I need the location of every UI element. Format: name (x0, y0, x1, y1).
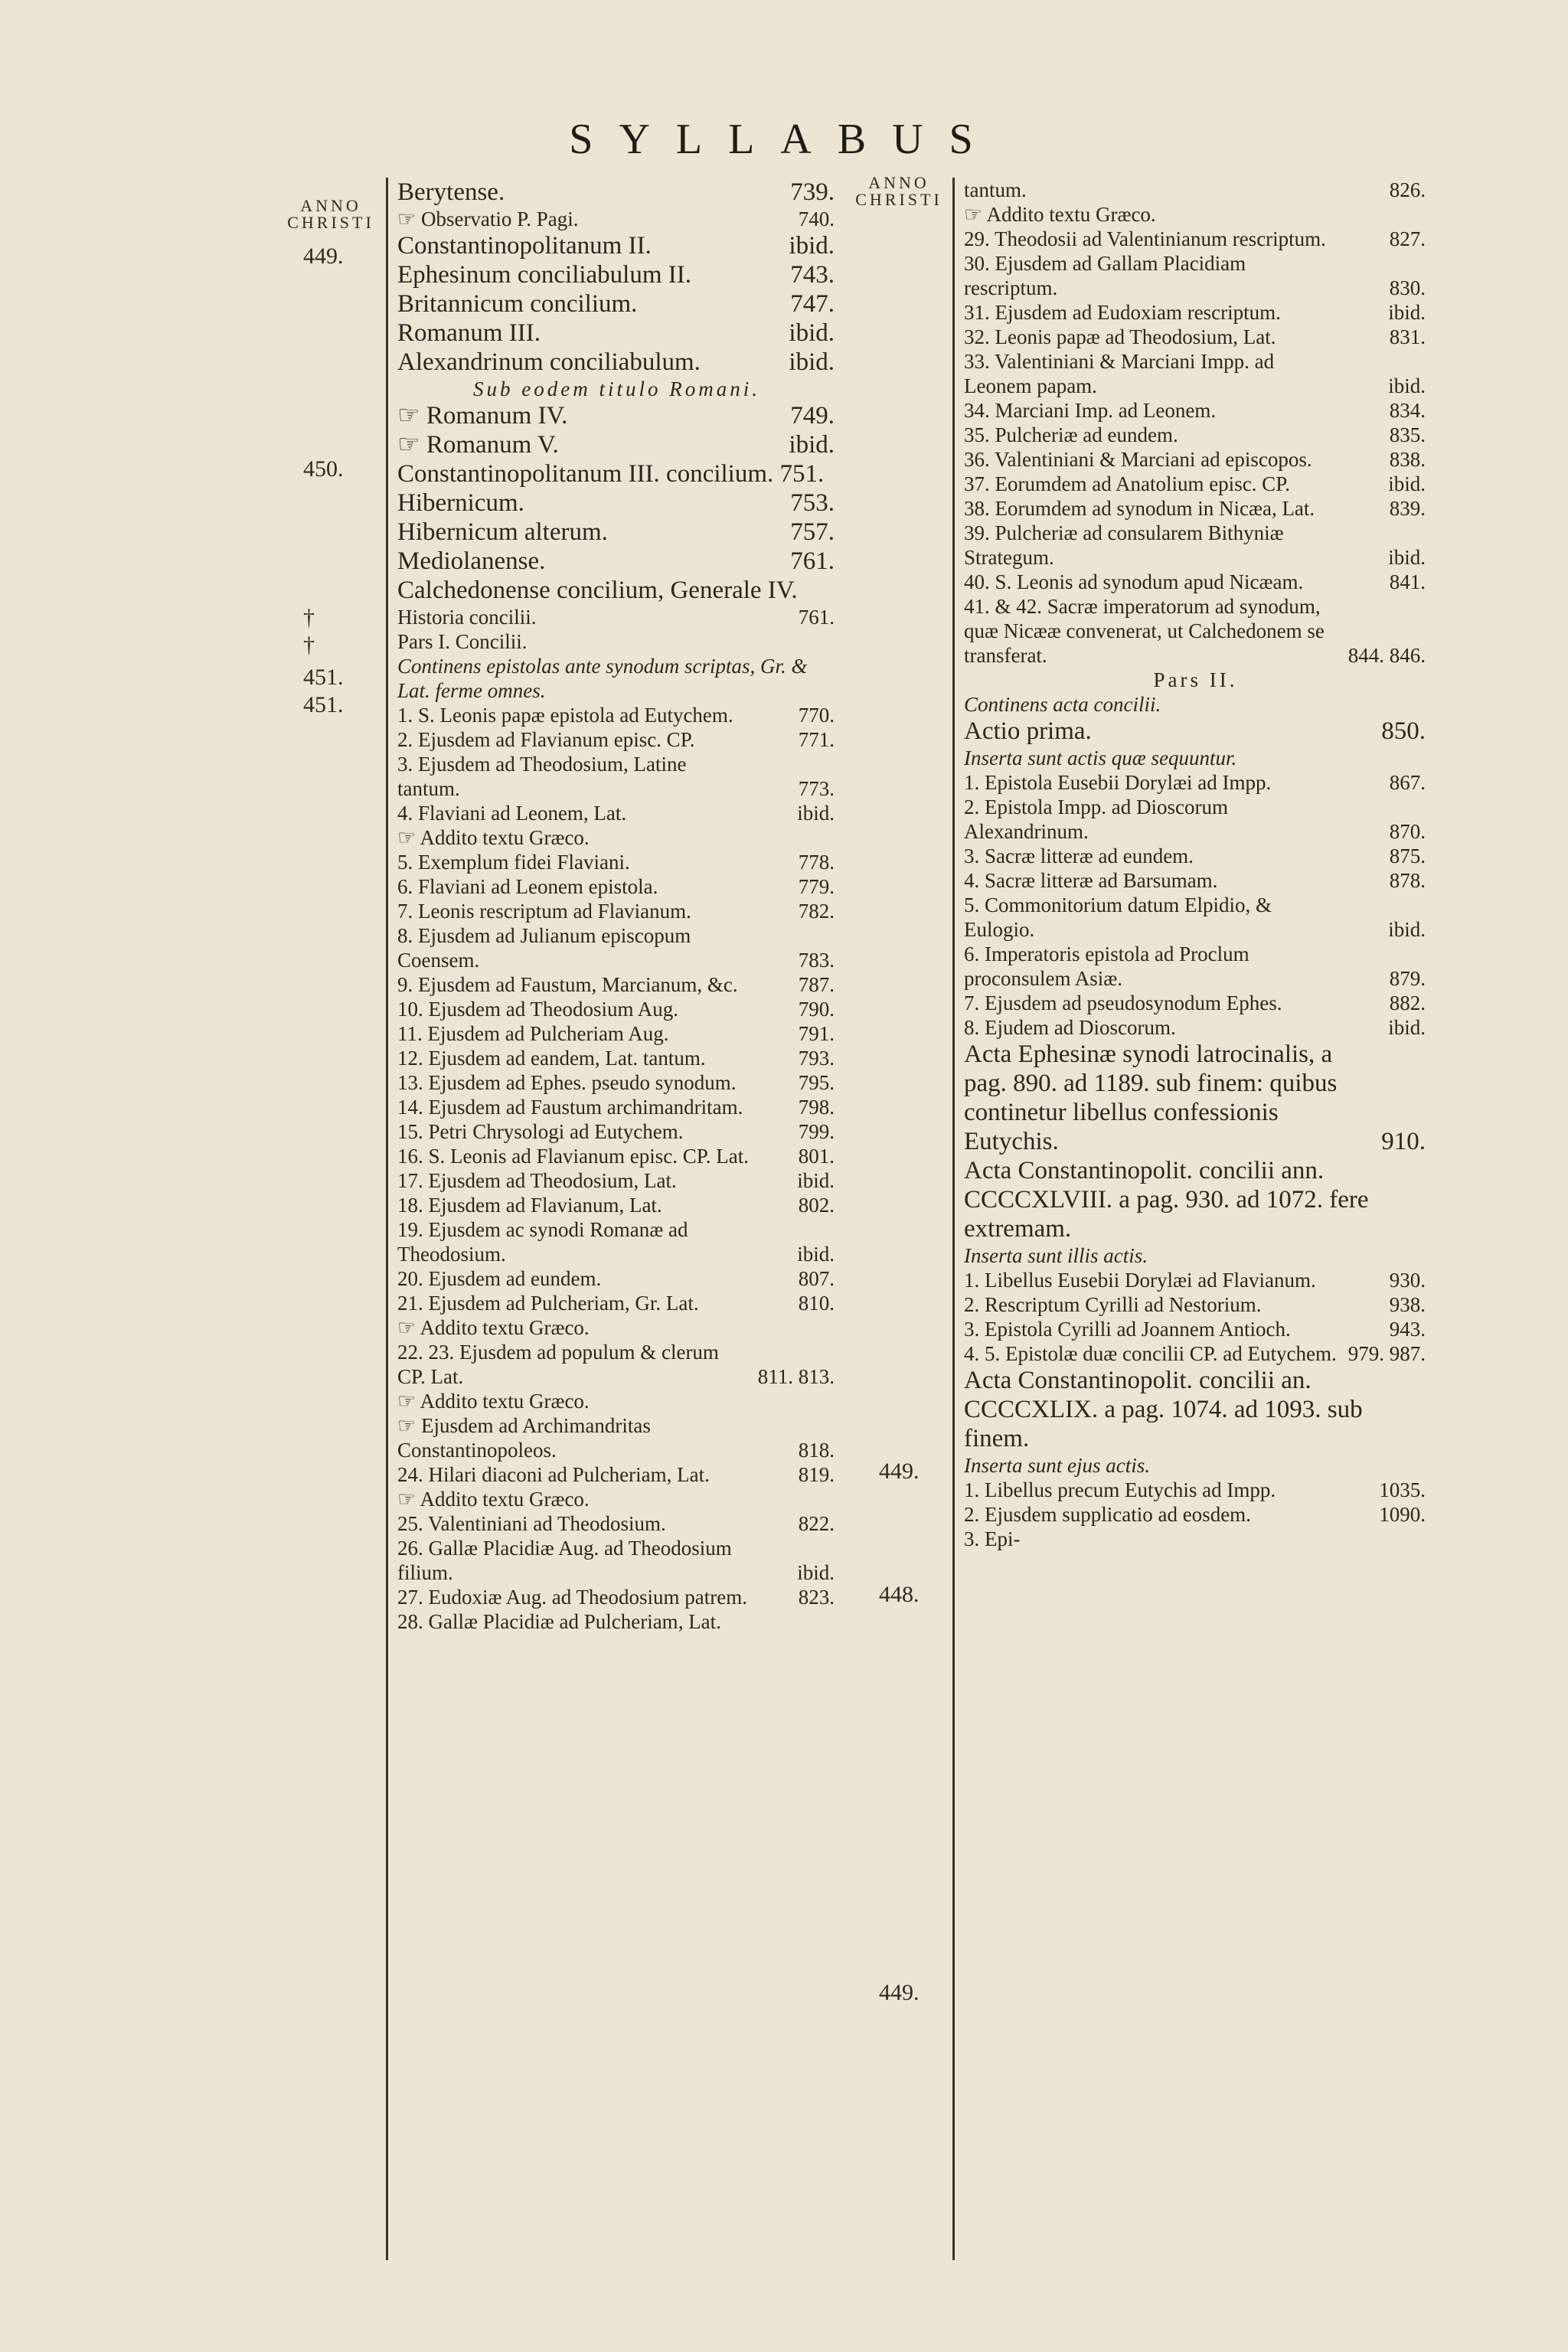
entry-page: 747. (790, 290, 835, 318)
margin-year: 449. (879, 1459, 920, 1484)
syllabus-entry (388, 1462, 841, 1487)
entry-page: 773. (798, 777, 835, 800)
entry-page: 841. (1389, 570, 1426, 593)
entry-title: 1. S. Leonis papæ epistola ad Eutychem. (397, 704, 733, 727)
entry-page: 826. (1389, 178, 1426, 201)
syllabus-entry (388, 1536, 841, 1585)
entry-page: ibid. (789, 319, 835, 347)
syllabus-entry (955, 423, 1432, 447)
entry-title: Alexandrinum conciliabulum. (397, 348, 701, 376)
entry-page: 778. (798, 851, 835, 874)
syllabus-entry (388, 547, 841, 576)
entry-page: ibid. (789, 431, 835, 459)
entry-title: 20. Ejusdem ad eundem. (397, 1267, 602, 1290)
syllabus-entry (388, 1340, 841, 1389)
entry-title: Constantinopolitanum II. (397, 232, 652, 260)
entry-page: 818. (798, 1439, 835, 1462)
entry-title: 6. Flaviani ad Leonem epistola. (397, 875, 658, 898)
entry-title: Pars I. Concilii. (397, 630, 528, 653)
entry-title: 2. Rescriptum Cyrilli ad Nestorium. (964, 1293, 1262, 1316)
entry-title: Acta Ephesinæ synodi latrocinalis, a pag. 890. ad 1189. sub finem: quibus continetur libellus confessionis Eutychis. (964, 1040, 1338, 1155)
syllabus-entry (388, 1413, 841, 1462)
left-column (386, 178, 841, 2260)
entry-page: 779. (798, 875, 835, 898)
entry-title: Continens acta concilii. (964, 693, 1161, 716)
syllabus-entry (388, 899, 841, 923)
entry-title: 3. Sacræ litteræ ad eundem. (964, 844, 1194, 867)
entry-title: Britannicum concilium. (397, 290, 638, 318)
entry-title: 38. Eorumdem ad synodum in Nicæa, Lat. (964, 497, 1315, 520)
entry-page: 831. (1389, 325, 1426, 348)
anno-christi-right: ANNO CHRISTI (855, 173, 942, 209)
entry-title: 39. Pulcheriæ ad consularem Bithyniæ Strategum. (964, 521, 1284, 569)
entry-title: 25. Valentiniani ad Theodosium. (397, 1512, 666, 1535)
syllabus-entry (388, 874, 841, 899)
entry-title: Inserta sunt illis actis. (964, 1244, 1148, 1267)
syllabus-entry (955, 570, 1432, 594)
syllabus-entry (388, 972, 841, 997)
syllabus-entry (388, 488, 841, 518)
margin-year: 451. (303, 692, 344, 717)
syllabus-entry (955, 1040, 1432, 1156)
entry-title: Ephesinum conciliabulum II. (397, 261, 691, 289)
entry-page: 830. (1389, 276, 1426, 299)
entry-title: 21. Ejusdem ad Pulcheriam, Gr. Lat. (397, 1292, 699, 1315)
entry-page: 838. (1389, 448, 1426, 471)
entry-title: 2. Ejusdem ad Flavianum episc. CP. (397, 728, 695, 751)
entry-title: 4. Flaviani ad Leonem, Lat. (397, 802, 627, 825)
entry-title: 28. Gallæ Placidiæ ad Pulcheriam, Lat. (397, 1610, 721, 1633)
entry-title: 5. Commonitorium datum Elpidio, & Eulogio. (964, 893, 1272, 941)
syllabus-entry (955, 227, 1432, 251)
syllabus-entry (955, 1478, 1432, 1502)
syllabus-entry (388, 1046, 841, 1070)
syllabus-entry (388, 207, 841, 231)
margin-year: 449. (879, 1980, 920, 2005)
syllabus-entry (955, 868, 1432, 893)
entry-page: 878. (1389, 869, 1426, 892)
syllabus-entry (388, 289, 841, 318)
entry-page: 802. (798, 1194, 835, 1217)
entry-page: 740. (798, 207, 835, 230)
entry-title: 30. Ejusdem ad Gallam Placidiam rescriptum. (964, 252, 1246, 299)
entry-title: ☞ Addito textu Græco. (397, 1488, 590, 1511)
entry-page: 819. (798, 1463, 835, 1486)
entry-page: ibid. (1388, 301, 1426, 324)
entry-title: 11. Ejusdem ad Pulcheriam Aug. (397, 1022, 669, 1045)
syllabus-entry (388, 654, 841, 703)
syllabus-entry (388, 1144, 841, 1168)
entry-title: Acta Constantinopolit. concilii an. CCCCXLIX. a pag. 1074. ad 1093. sub finem. (964, 1367, 1363, 1452)
entry-page: 910. (1381, 1128, 1426, 1155)
syllabus-entry (388, 1609, 841, 1634)
syllabus-entry (388, 318, 841, 348)
syllabus-entry (388, 997, 841, 1021)
entry-title: Romanum III. (397, 319, 541, 347)
entry-page: 938. (1389, 1293, 1426, 1316)
entry-page: 835. (1389, 423, 1426, 446)
entry-page: 811. 813. (757, 1365, 835, 1388)
entry-page: 771. (798, 728, 835, 751)
entry-title: 26. Gallæ Placidiæ Aug. ad Theodosium filium. (397, 1537, 732, 1584)
entry-page: ibid. (789, 232, 835, 260)
entry-title: 32. Leonis papæ ad Theodosium, Lat. (964, 325, 1276, 348)
entry-title: 2. Ejusdem supplicatio ad eosdem. (964, 1503, 1251, 1526)
entry-page: 743. (790, 261, 835, 289)
entry-title: 1. Libellus Eusebii Dorylæi ad Flavianum. (964, 1269, 1316, 1292)
syllabus-entry (955, 844, 1432, 868)
syllabus-entry (955, 1292, 1432, 1317)
entry-title: 6. Imperatoris epistola ad Proclum proconsulem Asiæ. (964, 942, 1250, 990)
syllabus-entry (388, 801, 841, 825)
entry-title: 41. & 42. Sacræ imperatorum ad synodum, quæ Nicææ convenerat, ut Calchedonem se transferat. (964, 595, 1325, 667)
syllabus-entry (388, 923, 841, 972)
entry-page: 850. (1381, 717, 1426, 745)
entry-page: 807. (798, 1267, 835, 1290)
syllabus-entry (955, 795, 1432, 844)
syllabus-entry (955, 942, 1432, 991)
entry-page: 787. (798, 973, 835, 996)
entry-title: 22. 23. Ejusdem ad populum & clerum CP. Lat. (397, 1341, 719, 1388)
syllabus-entry (955, 521, 1432, 570)
entry-page: 799. (798, 1120, 835, 1143)
entry-title: 16. S. Leonis ad Flavianum episc. CP. Lat. (397, 1145, 749, 1168)
entry-title: 3. Ejusdem ad Theodosium, Latine tantum. (397, 753, 687, 800)
syllabus-entry (955, 1243, 1432, 1268)
entry-title: 1. Epistola Eusebii Dorylæi ad Impp. (964, 771, 1272, 794)
entry-title: 36. Valentiniani & Marciani ad episcopos. (964, 448, 1312, 471)
syllabus-entry (955, 692, 1432, 717)
entry-page: ibid. (1388, 374, 1426, 397)
syllabus-entry (955, 893, 1432, 942)
syllabus-entry (388, 1315, 841, 1340)
syllabus-entry (955, 1502, 1432, 1527)
entry-page: 875. (1389, 844, 1426, 867)
entry-title: 3. Epistola Cyrilli ad Joannem Antioch. (964, 1318, 1291, 1341)
entry-page: ibid. (797, 802, 835, 825)
margin-year: 449. (303, 243, 344, 269)
entry-title: 19. Ejusdem ac synodi Romanæ ad Theodosium. (397, 1218, 688, 1266)
margin-year: 451. (303, 665, 344, 690)
entry-title: 13. Ejusdem ad Ephes. pseudo synodum. (397, 1071, 737, 1094)
syllabus-entry (388, 1266, 841, 1291)
syllabus-entry (388, 1119, 841, 1144)
entry-title: 33. Valentiniani & Marciani Impp. ad Leonem papam. (964, 350, 1275, 397)
entry-title: 17. Ejusdem ad Theodosium, Lat. (397, 1169, 677, 1192)
entry-page: 979. 987. (1348, 1342, 1426, 1365)
entry-page: ibid. (1388, 546, 1426, 569)
entry-page: 757. (790, 518, 835, 546)
entry-title: 34. Marciani Imp. ad Leonem. (964, 399, 1217, 422)
syllabus-entry (388, 1585, 841, 1609)
syllabus-entry (388, 1217, 841, 1266)
entry-title: 10. Ejusdem ad Theodosium Aug. (397, 998, 678, 1021)
syllabus-entry (955, 472, 1432, 496)
entry-page: 749. (790, 402, 835, 430)
entry-page: ibid. (1388, 918, 1426, 941)
syllabus-entry (955, 300, 1432, 325)
entry-page: 930. (1389, 1269, 1426, 1292)
syllabus-entry (955, 1453, 1432, 1478)
syllabus-entry (955, 1317, 1432, 1341)
entry-page: 795. (798, 1071, 835, 1094)
entry-page: 810. (798, 1292, 835, 1315)
entry-title: ☞ Romanum V. (397, 431, 559, 459)
syllabus-entry (955, 1366, 1432, 1453)
entry-title: Inserta sunt ejus actis. (964, 1454, 1150, 1477)
entry-title: Mediolanense. (397, 547, 546, 575)
entry-title: tantum. (964, 178, 1027, 201)
entry-page: 867. (1389, 771, 1426, 794)
margin-year: 448. (879, 1582, 920, 1607)
entry-page: 783. (798, 949, 835, 972)
entry-title: 7. Ejusdem ad pseudosynodum Ephes. (964, 991, 1282, 1014)
right-column (952, 178, 1432, 2260)
entry-title: 12. Ejusdem ad eandem, Lat. tantum. (397, 1047, 706, 1070)
entry-page: ibid. (1388, 472, 1426, 495)
entry-page: ibid. (789, 348, 835, 376)
entry-page: 823. (798, 1586, 835, 1609)
syllabus-entry (388, 377, 841, 401)
margin-year: † (303, 605, 315, 630)
entry-title: ☞ Addito textu Græco. (964, 203, 1156, 226)
syllabus-entry (388, 348, 841, 377)
entry-page: 882. (1389, 991, 1426, 1014)
syllabus-entry (388, 1389, 841, 1413)
entry-title: Berytense. (397, 178, 505, 206)
syllabus-entry (388, 1168, 841, 1193)
syllabus-entry (388, 576, 841, 605)
entry-title: Acta Constantinopolit. concilii ann. CCCCXLVIII. a pag. 930. ad 1072. fere extremam. (964, 1157, 1369, 1243)
entry-title: 24. Hilari diaconi ad Pulcheriam, Lat. (397, 1463, 710, 1486)
entry-page: 870. (1389, 820, 1426, 843)
syllabus-entry (955, 398, 1432, 423)
entry-page: 943. (1389, 1318, 1426, 1341)
syllabus-entry (388, 401, 841, 430)
entry-page: 753. (790, 489, 835, 517)
syllabus-entry (388, 703, 841, 727)
syllabus-entry (955, 1156, 1432, 1243)
entry-page: ibid. (797, 1169, 835, 1192)
syllabus-entry (388, 178, 841, 207)
syllabus-entry (388, 605, 841, 629)
entry-title: ☞ Addito textu Græco. (397, 826, 590, 849)
syllabus-entry (388, 1095, 841, 1119)
syllabus-entry (955, 1015, 1432, 1040)
entry-title: Calchedonense concilium, Generale IV. (397, 577, 798, 604)
entry-page: 1090. (1379, 1503, 1426, 1526)
syllabus-entry (388, 1511, 841, 1536)
entry-title: ☞ Observatio P. Pagi. (397, 207, 579, 230)
syllabus-entry (388, 231, 841, 260)
entry-page: 1035. (1379, 1478, 1426, 1501)
entry-page: ibid. (797, 1561, 835, 1584)
entry-title: Sub eodem titulo Romani. (473, 377, 760, 400)
page-header: SYLLABUS (569, 116, 999, 163)
syllabus-entry (388, 430, 841, 459)
entry-page: 761. (790, 547, 835, 575)
entry-title: Pars II. (1153, 668, 1238, 691)
entry-title: ☞ Romanum IV. (397, 402, 568, 430)
syllabus-entry (955, 1527, 1432, 1551)
entry-title: 3. Epi- (964, 1527, 1021, 1550)
syllabus-entry (955, 770, 1432, 795)
syllabus-entry (955, 496, 1432, 521)
entry-title: 4. Sacræ litteræ ad Barsumam. (964, 869, 1218, 892)
margin-year: † (303, 632, 315, 658)
entry-title: 27. Eudoxiæ Aug. ad Theodosium patrem. (397, 1586, 747, 1609)
syllabus-entry (388, 518, 841, 547)
entry-title: Actio prima. (964, 717, 1092, 745)
entry-page: ibid. (1388, 1016, 1426, 1039)
entry-page: 798. (798, 1096, 835, 1119)
syllabus-entry (955, 1268, 1432, 1292)
syllabus-entry (388, 727, 841, 752)
syllabus-entry (955, 991, 1432, 1015)
entry-page: 791. (798, 1022, 835, 1045)
entry-title: 8. Ejusdem ad Julianum episcopum Coensem. (397, 924, 691, 972)
entry-page: 879. (1389, 967, 1426, 990)
entry-page: 839. (1389, 497, 1426, 520)
syllabus-entry (388, 1291, 841, 1315)
entry-title: Continens epistolas ante synodum scriptas, Gr. & Lat. ferme omnes. (397, 655, 808, 702)
entry-title: 35. Pulcheriæ ad eundem. (964, 423, 1178, 446)
entry-title: 31. Ejusdem ad Eudoxiam rescriptum. (964, 301, 1281, 324)
entry-page: 782. (798, 900, 835, 923)
entry-page: 770. (798, 704, 835, 727)
entry-title: Inserta sunt actis quæ sequuntur. (964, 746, 1237, 769)
entry-title: Hibernicum alterum. (397, 518, 608, 546)
syllabus-entry (955, 717, 1432, 746)
syllabus-entry (388, 752, 841, 801)
entry-title: Historia concilii. (397, 606, 537, 629)
anno-christi-left: ANNO CHRISTI (287, 196, 374, 232)
entry-title: 2. Epistola Impp. ad Dioscorum Alexandrinum. (964, 795, 1228, 843)
entry-page: 790. (798, 998, 835, 1021)
entry-title: 9. Ejusdem ad Faustum, Marcianum, &c. (397, 973, 738, 996)
entry-title: 18. Ejusdem ad Flavianum, Lat. (397, 1194, 662, 1217)
entry-title: 7. Leonis rescriptum ad Flavianum. (397, 900, 691, 923)
entry-page: 844. 846. (1348, 644, 1426, 667)
syllabus-entry (388, 260, 841, 289)
syllabus-entry (388, 1487, 841, 1511)
syllabus-entry (388, 1021, 841, 1046)
syllabus-entry (955, 668, 1432, 692)
syllabus-entry (955, 447, 1432, 472)
entry-title: 15. Petri Chrysologi ad Eutychem. (397, 1120, 684, 1143)
entry-title: ☞ Addito textu Græco. (397, 1390, 590, 1413)
syllabus-entry (955, 325, 1432, 349)
entry-title: 37. Eorumdem ad Anatolium episc. CP. (964, 472, 1290, 495)
entry-title: 1. Libellus precum Eutychis ad Impp. (964, 1478, 1276, 1501)
entry-page: 834. (1389, 399, 1426, 422)
syllabus-entry (955, 349, 1432, 398)
syllabus-entry (388, 629, 841, 654)
syllabus-entry (955, 202, 1432, 227)
entry-title: ☞ Ejusdem ad Archimandritas Constantinopoleos. (397, 1414, 651, 1462)
syllabus-entry (955, 251, 1432, 300)
syllabus-entry (955, 1341, 1432, 1366)
syllabus-entry (955, 746, 1432, 770)
syllabus-entry (388, 825, 841, 850)
entry-page: 827. (1389, 227, 1426, 250)
entry-page: 801. (798, 1145, 835, 1168)
entry-title: Hibernicum. (397, 489, 524, 517)
entry-title: Constantinopolitanum III. concilium. 751. (397, 460, 825, 488)
entry-title: 4. 5. Epistolæ duæ concilii CP. ad Eutychem. (964, 1342, 1337, 1365)
syllabus-entry (388, 1070, 841, 1095)
entry-page: 793. (798, 1047, 835, 1070)
syllabus-entry (388, 1193, 841, 1217)
entry-page: ibid. (797, 1243, 835, 1266)
margin-year: 450. (303, 456, 344, 482)
entry-title: 14. Ejusdem ad Faustum archimandritam. (397, 1096, 743, 1119)
entry-page: 822. (798, 1512, 835, 1535)
entry-title: 8. Ejudem ad Dioscorum. (964, 1016, 1176, 1039)
entry-page: 739. (790, 178, 835, 206)
syllabus-entry (955, 178, 1432, 202)
entry-title: 29. Theodosii ad Valentinianum rescriptum. (964, 227, 1326, 250)
entry-title: ☞ Addito textu Græco. (397, 1316, 590, 1339)
syllabus-entry (388, 459, 841, 488)
syllabus-entry (955, 594, 1432, 668)
entry-title: 5. Exemplum fidei Flaviani. (397, 851, 630, 874)
syllabus-entry (388, 850, 841, 874)
entry-page: 761. (798, 606, 835, 629)
entry-title: 40. S. Leonis ad synodum apud Nicæam. (964, 570, 1304, 593)
